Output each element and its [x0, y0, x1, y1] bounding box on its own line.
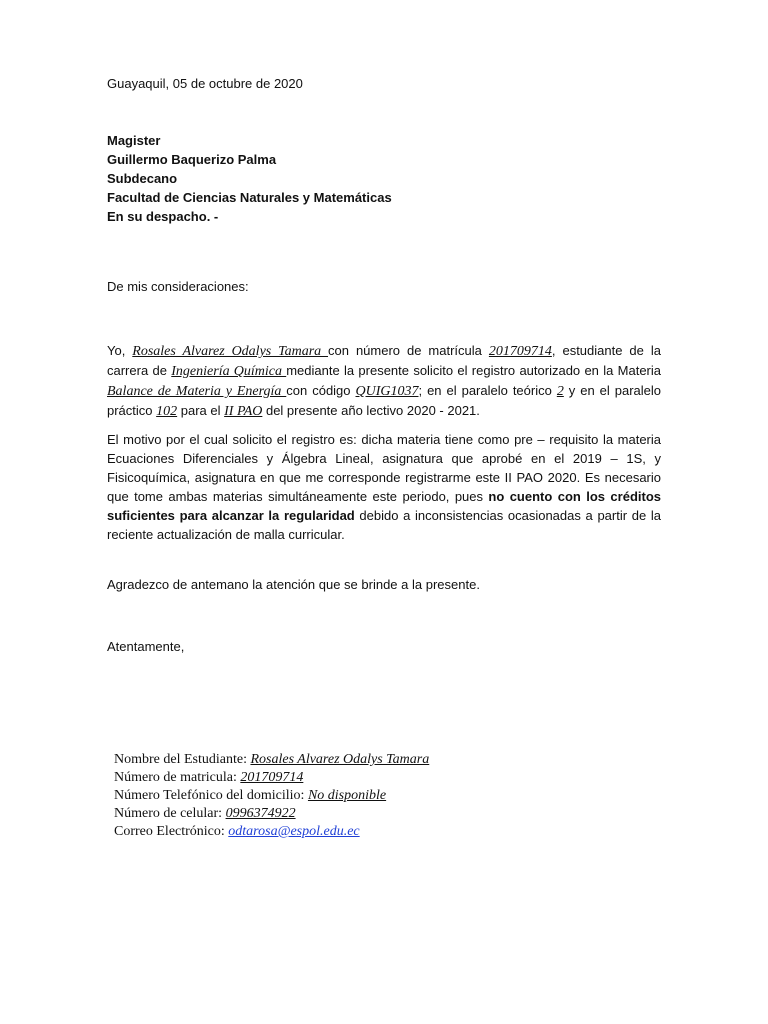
p1-matricula: 201709714: [488, 344, 552, 359]
place-date: Guayaquil, 05 de octubre de 2020: [107, 76, 303, 91]
recipient-position: Subdecano: [107, 171, 178, 186]
thanks: Agradezco de antemano la atención que se brinde a la presente.: [107, 577, 480, 592]
info-row-name: [114, 751, 429, 769]
p1-subject: Balance de Materia y Energía: [107, 384, 287, 399]
request-paragraph: [107, 341, 661, 421]
p1-paralelo-practico: 102: [156, 404, 178, 419]
info-label: Correo Electrónico:: [114, 824, 229, 839]
info-label: Número de celular:: [114, 806, 226, 821]
p1-career: Ingeniería Química: [171, 364, 287, 379]
info-label: Nombre del Estudiante:: [114, 752, 251, 767]
reason-paragraph: [107, 430, 661, 544]
recipient-title: Magister: [107, 133, 161, 148]
p1-code: QUIG1037: [355, 384, 419, 399]
info-label: Número de matricula:: [114, 770, 241, 785]
info-row-matricula: [114, 769, 429, 787]
email-link[interactable]: odtarosa@espol.edu.ec: [228, 824, 360, 839]
info-name-value: Rosales Alvarez Odalys Tamara: [250, 752, 430, 767]
recipient-name: Guillermo Baquerizo Palma: [107, 152, 277, 167]
info-row-phone: [114, 787, 429, 805]
recipient-location: En su despacho. -: [107, 209, 219, 224]
p1-text: y en el paralelo práctico: [107, 383, 662, 418]
recipient-faculty: Facultad de Ciencias Naturales y Matemáticas: [107, 190, 392, 205]
info-label: Número Telefónico del domicilio:: [114, 788, 308, 803]
p1-text: del presente año lectivo 2020 - 2021.: [262, 403, 480, 418]
p1-text: para el: [177, 403, 225, 418]
info-row-cell: [114, 805, 429, 823]
p2-bold-text: no cuento con los créditos suficientes para alcanzar la regularidad: [107, 489, 661, 523]
p1-pao: II PAO: [224, 404, 263, 419]
p1-text: Yo,: [107, 343, 133, 358]
p1-text: ; en el paralelo teórico: [418, 383, 557, 398]
p1-text: , estudiante de la carrera de: [107, 343, 661, 378]
info-phone-value: No disponible: [307, 788, 387, 803]
greeting: De mis consideraciones:: [107, 279, 249, 294]
p1-student-name: Rosales Alvarez Odalys Tamara: [132, 344, 329, 359]
p1-text: con código: [286, 383, 356, 398]
student-info: [114, 751, 429, 841]
info-cell-value: 0996374922: [225, 806, 296, 821]
info-row-email: [114, 823, 429, 841]
p2-text: debido a inconsistencias ocasionadas a partir de la reciente actualización de malla curricular.: [107, 508, 661, 542]
p1-paralelo-teorico: 2: [556, 384, 564, 399]
closing: Atentamente,: [107, 639, 185, 654]
info-matricula-value: 201709714: [240, 770, 304, 785]
p2-text: El motivo por el cual solicito el registro es: dicha materia tiene como pre – requisito la materia Ecuaciones Diferenciales y Álgebra Lineal, asignatura que aprobé en el 2019 – 1S, y Fisicoquímica, asignatura en que me corresponde registrarme este II PAO 2020. Es necesario que tome ambas materias simultáneamente este periodo, pues: [107, 432, 661, 504]
p1-text: mediante la presente solicito el registro autorizado en la Materia: [286, 363, 661, 378]
p1-text: con número de matrícula: [328, 343, 489, 358]
